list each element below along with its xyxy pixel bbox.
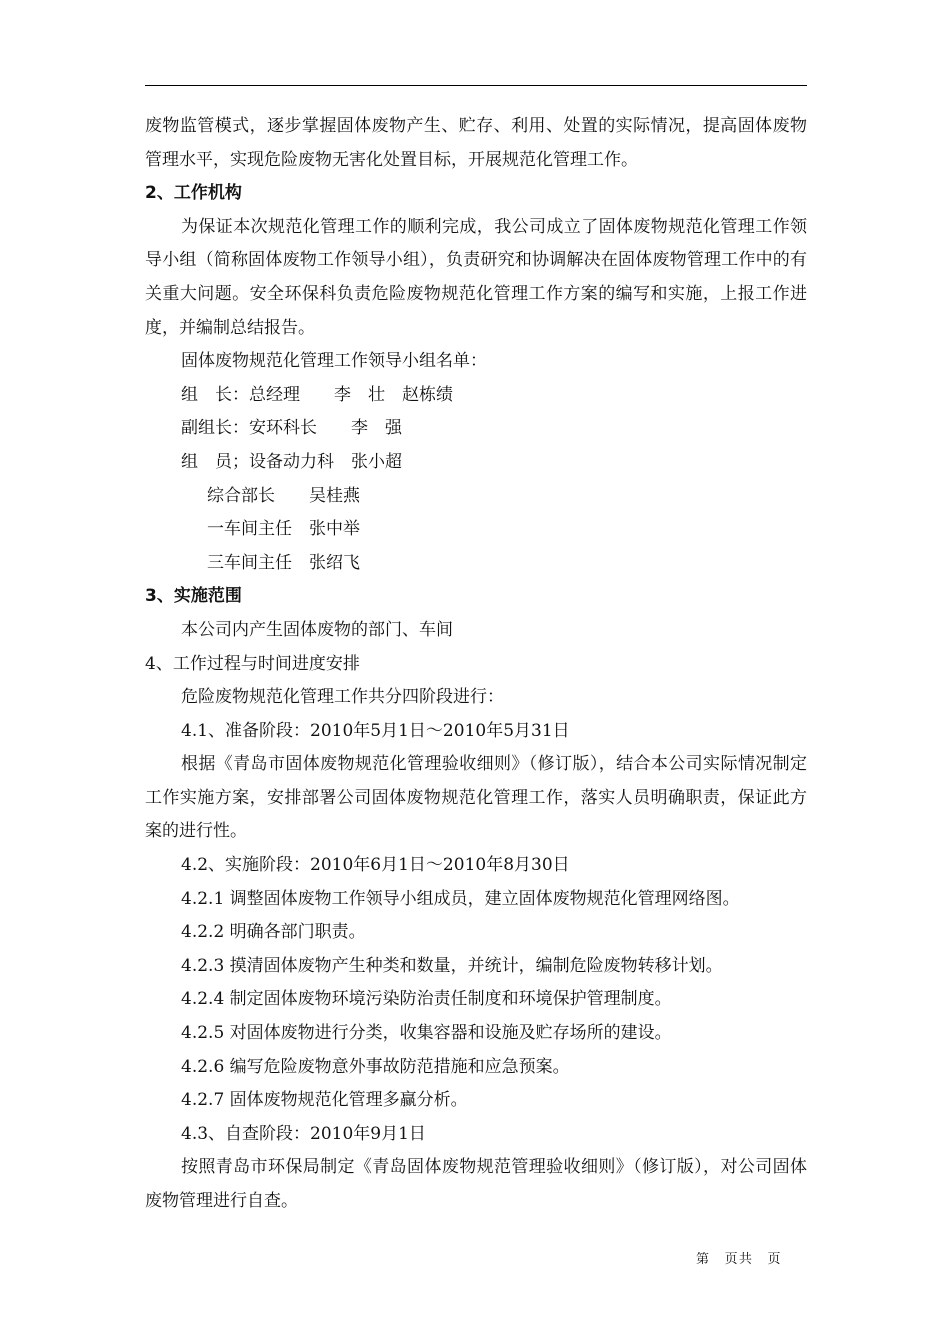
paragraph-preparation: 根据《青岛市固体废物规范化管理验收细则》（修订版），结合本公司实际情况制定工作实施方案，安排部署公司固体废物规范化管理工作，落实人员明确职责，保证此方案的进行性。 [145,754,807,842]
member-staff-2: 综合部长 吴桂燕 [207,485,360,506]
paragraph-self-check: 按照青岛市环保局制定《青岛固体废物规范管理验收细则》（修订版），对公司固体废物管理进行自查。 [145,1157,807,1211]
paragraph-continued: 废物监管模式，逐步掌握固体废物产生、贮存、利用、处置的实际情况，提高固体废物管理水平，实现危险废物无害化处置目标，开展规范化管理工作。 [145,116,807,170]
paragraph-member-list-intro: 固体废物规范化管理工作领导小组名单： [181,351,487,372]
paragraph-scope: 本公司内产生固体废物的部门、车间 [181,619,453,640]
header-rule [145,85,807,86]
paragraph-organization: 为保证本次规范化管理工作的顺利完成，我公司成立了固体废物规范化管理工作领导小组（简称固体废物工作领导小组），负责研究和协调解决在固体废物管理工作中的有关重大问题。安全环保科负责危险废物规范化管理工作方案的编写和实施，上报工作进度，并编制总结报告。 [145,216,807,338]
member-staff-3: 一车间主任 张中举 [207,519,360,540]
member-leader: 组 长：总经理 李 壮 赵栋绩 [181,384,453,405]
paragraph-stages-intro: 危险废物规范化管理工作共分四阶段进行： [181,687,504,708]
item-4-2-5: 4.2.5 对固体废物进行分类，收集容器和设施及贮存场所的建设。 [181,1023,672,1044]
page-footer: 第 页共 页 [696,1252,782,1267]
section-heading-4: 4、工作过程与时间进度安排 [145,653,360,674]
item-4-2-6: 4.2.6 编写危险废物意外事故防范措施和应急预案。 [181,1056,570,1077]
member-staff-4: 三车间主任 张绍飞 [207,552,360,573]
section-heading-2: 2、工作机构 [145,183,242,204]
item-4-2-4: 4.2.4 制定固体废物环境污染防治责任制度和环境保护管理制度。 [181,989,672,1010]
member-staff: 组 员；设备动力科 张小超 [181,451,402,472]
stage-4-2: 4.2、实施阶段：2010年6月1日～2010年8月30日 [181,855,570,876]
item-4-2-7: 4.2.7 固体废物规范化管理多赢分析。 [181,1090,468,1111]
stage-4-1: 4.1、准备阶段：2010年5月1日～2010年5月31日 [181,720,570,741]
stage-4-3: 4.3、自查阶段：2010年9月1日 [181,1123,426,1144]
document-body [145,110,807,1219]
section-heading-3: 3、实施范围 [145,586,242,607]
item-4-2-1: 4.2.1 调整固体废物工作领导小组成员，建立固体废物规范化管理网络图。 [181,888,740,909]
item-4-2-2: 4.2.2 明确各部门职责。 [181,922,366,943]
member-deputy: 副组长：安环科长 李 强 [181,418,402,439]
item-4-2-3: 4.2.3 摸清固体废物产生种类和数量，并统计，编制危险废物转移计划。 [181,955,723,976]
